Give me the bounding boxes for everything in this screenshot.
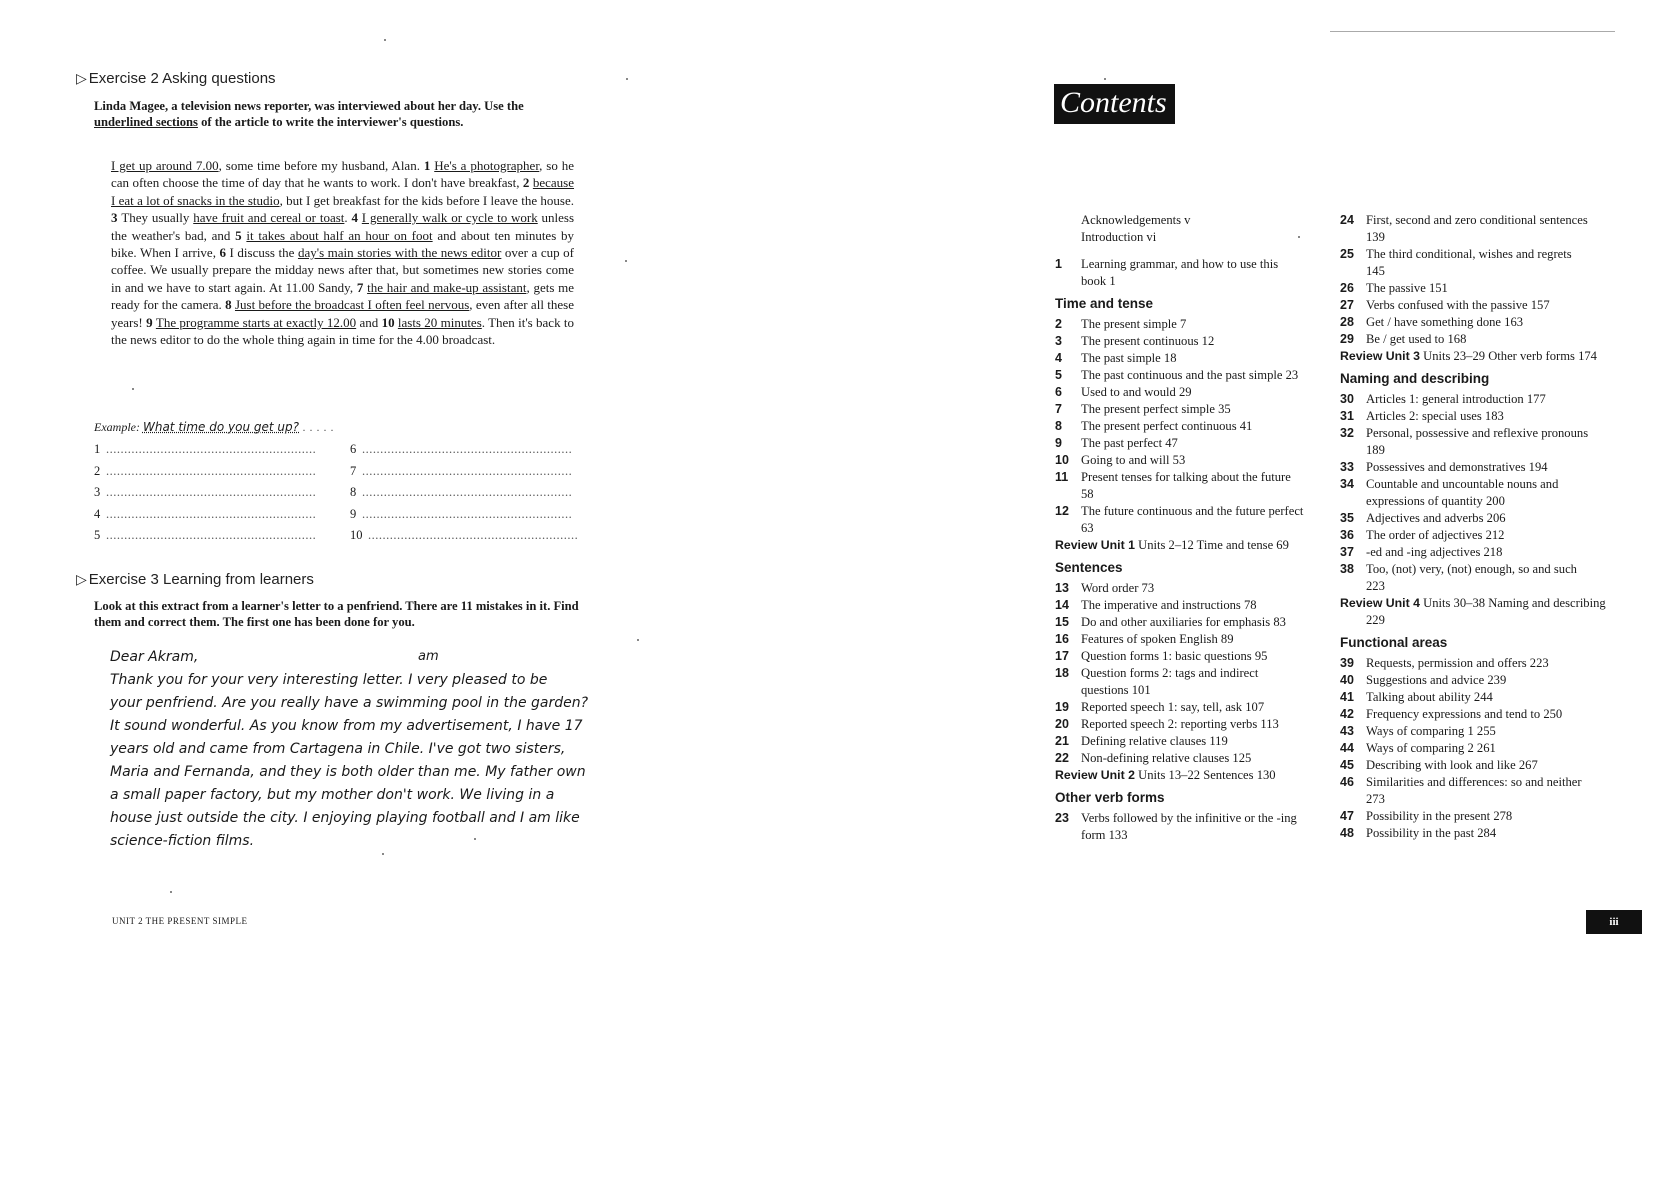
toc-unit-number: 26	[1340, 281, 1354, 295]
toc-unit-number: 32	[1340, 426, 1354, 440]
answer-line[interactable]	[350, 485, 572, 505]
toc-entry[interactable]	[1340, 280, 1590, 297]
toc-unit-title: The present continuous 12	[1081, 334, 1215, 348]
exercise-2-title: Exercise 2 Asking questions	[88, 70, 276, 87]
toc-entry[interactable]	[1055, 256, 1305, 290]
toc-unit-title: The passive 151	[1366, 281, 1448, 295]
toc-unit-number: 9	[1055, 436, 1062, 450]
answer-blank[interactable]: ..........................................................	[362, 485, 573, 499]
learner-letter	[110, 646, 600, 853]
toc-entry[interactable]	[1340, 527, 1590, 544]
toc-unit-title: Get / have something done 163	[1366, 315, 1524, 329]
answer-number: 2	[94, 463, 101, 478]
toc-unit-title: Articles 1: general introduction 177	[1366, 392, 1546, 406]
toc-review-entry[interactable]	[1055, 767, 1331, 784]
front-matter-item[interactable]: Acknowledgements v	[1081, 213, 1191, 227]
toc-unit-title: Verbs confused with the passive 157	[1366, 298, 1550, 312]
letter-line: your penfriend. Are you really have a swimming pool in the garden?	[110, 695, 589, 711]
question-number: 4	[351, 210, 362, 226]
answer-number: 5	[94, 528, 101, 542]
instruction-line-1: Linda Magee, a television news reporter, was interviewed about her day. Use the	[94, 99, 524, 113]
letter-line: Thank you for your very interesting letter. I very pleased to be	[110, 672, 548, 688]
toc-entry[interactable]	[1340, 246, 1590, 280]
toc-entry[interactable]	[1055, 333, 1305, 350]
instruction-underlined: underlined sections	[94, 115, 198, 129]
exercise-2-heading	[76, 70, 276, 87]
toc-unit-title: Countable and uncountable nouns and expressions of quantity 200	[1366, 477, 1559, 508]
letter-line: house just outside the city. I enjoying playing football and I am like	[110, 810, 580, 826]
answer-blank[interactable]: ..........................................................	[106, 442, 317, 456]
scan-speck	[170, 891, 172, 893]
example-line: Example: What time do you get up? . . . . .	[94, 420, 335, 434]
reading-passage	[111, 157, 574, 348]
scan-speck	[384, 39, 386, 41]
contents-title: Contents	[1054, 84, 1175, 124]
answer-number: 3	[94, 485, 101, 499]
toc-entry[interactable]	[1340, 544, 1590, 561]
toc-unit-number: 6	[1055, 385, 1062, 399]
toc-entry[interactable]	[1340, 561, 1590, 595]
toc-entry[interactable]	[1055, 665, 1305, 699]
underlined-section: The programme starts at exactly 12.00	[155, 314, 357, 330]
passage-text: and about ten minutes by bike. When I arrive,	[111, 227, 574, 261]
toc-unit-number: 33	[1340, 460, 1354, 474]
toc-review-entry[interactable]	[1340, 348, 1616, 365]
answer-line[interactable]	[350, 507, 572, 527]
underlined-section: lasts 20 minutes	[397, 314, 482, 330]
toc-entry[interactable]	[1055, 810, 1305, 844]
toc-unit-title: Word order 73	[1081, 581, 1155, 595]
toc-entry[interactable]	[1055, 716, 1305, 733]
toc-unit-number: 42	[1340, 707, 1354, 721]
toc-unit-title: Going to and will 53	[1081, 453, 1186, 467]
toc-unit-title: Frequency expressions and tend to 250	[1366, 707, 1563, 721]
toc-unit-number: 27	[1340, 298, 1354, 312]
toc-unit-number: 43	[1340, 724, 1354, 738]
toc-unit-number: 45	[1340, 758, 1354, 772]
answer-blank[interactable]: ..........................................................	[362, 442, 573, 456]
toc-unit-title: Do and other auxiliaries for emphasis 83	[1081, 615, 1286, 629]
underlined-section: day's main stories with the news editor	[297, 245, 502, 261]
toc-unit-number: 47	[1340, 809, 1354, 823]
review-text: Units 23–29 Other verb forms 174	[1419, 349, 1597, 363]
toc-unit-number: 35	[1340, 511, 1354, 525]
toc-unit-title: First, second and zero conditional sentences 139	[1366, 213, 1588, 244]
review-label: Review Unit 1	[1055, 538, 1135, 552]
letter-line: science-fiction films.	[110, 833, 255, 849]
scan-speck	[626, 78, 628, 80]
toc-unit-number: 18	[1055, 666, 1069, 680]
page-number: iii	[1586, 910, 1642, 934]
question-number: 5	[235, 227, 247, 243]
underlined-section: He's a photographer	[434, 158, 540, 173]
passage-text: I discuss the	[229, 245, 298, 261]
answer-number: 4	[94, 506, 101, 521]
toc-unit-number: 36	[1340, 528, 1354, 542]
toc-entry[interactable]	[1055, 316, 1305, 333]
toc-unit-title: Features of spoken English 89	[1081, 632, 1234, 646]
toc-entry[interactable]	[1055, 401, 1305, 418]
toc-entry[interactable]	[1340, 297, 1590, 314]
toc-unit-title: Non-defining relative clauses 125	[1081, 751, 1252, 765]
toc-unit-title: The order of adjectives 212	[1366, 528, 1505, 542]
answer-line[interactable]	[94, 507, 316, 527]
toc-unit-title: Adjectives and adverbs 206	[1366, 511, 1506, 525]
letter-line: a small paper factory, but my mother don't work. We living in a	[110, 787, 555, 803]
toc-unit-title: Possibility in the present 278	[1366, 809, 1513, 823]
toc-unit-title: The third conditional, wishes and regrets 145	[1366, 247, 1572, 278]
toc-entry[interactable]	[1055, 350, 1305, 367]
triangle-arrow-icon: ▷	[76, 70, 87, 86]
answer-blank[interactable]: ..........................................................	[368, 528, 579, 542]
passage-text: .	[344, 210, 352, 226]
review-text: Units 2–12 Time and tense 69	[1134, 538, 1289, 552]
scan-speck	[132, 388, 134, 390]
toc-unit-title: Similarities and differences: so and neither 273	[1366, 775, 1582, 806]
question-number: 2	[522, 175, 533, 191]
toc-unit-number: 11	[1055, 470, 1069, 484]
review-label: Review Unit 3	[1340, 349, 1420, 363]
underlined-section: I get up around 7.00	[111, 158, 219, 173]
toc-unit-number: 41	[1340, 690, 1354, 704]
toc-unit-number: 17	[1055, 649, 1069, 663]
review-text: Units 13–22 Sentences 130	[1134, 768, 1276, 782]
toc-entry[interactable]	[1055, 750, 1305, 767]
toc-unit-number: 20	[1055, 717, 1069, 731]
toc-unit-number: 1	[1055, 257, 1062, 271]
underlined-section: Just before the broadcast I often feel nervous	[234, 297, 470, 313]
toc-unit-number: 4	[1055, 351, 1062, 365]
toc-entry[interactable]	[1340, 425, 1590, 459]
answer-number: 9	[350, 506, 357, 521]
letter-line: Maria and Fernanda, and they is both older than me. My father own	[110, 764, 586, 780]
toc-entry[interactable]	[1340, 510, 1590, 527]
toc-unit-title: Reported speech 1: say, tell, ask 107	[1081, 700, 1265, 714]
toc-unit-number: 7	[1055, 402, 1062, 416]
toc-unit-number: 22	[1055, 751, 1069, 765]
passage-text: , so he can often choose the time of day that he wants to work. I don't have breakfast,	[111, 158, 574, 191]
exercise-3-title: Exercise 3 Learning from learners	[88, 571, 314, 588]
toc-unit-number: 46	[1340, 775, 1354, 789]
toc-section-heading: Functional areas	[1340, 635, 1448, 650]
example-label: Example:	[94, 420, 140, 434]
toc-unit-number: 10	[1055, 453, 1069, 467]
toc-unit-number: 8	[1055, 419, 1062, 433]
toc-entry[interactable]	[1055, 469, 1305, 503]
toc-unit-number: 23	[1055, 811, 1069, 825]
toc-unit-number: 29	[1340, 332, 1354, 346]
toc-unit-number: 19	[1055, 700, 1069, 714]
toc-entry[interactable]	[1340, 212, 1590, 246]
toc-unit-number: 30	[1340, 392, 1354, 406]
underlined-section: have fruit and cereal or toast	[193, 210, 345, 226]
toc-unit-title: Reported speech 2: reporting verbs 113	[1081, 717, 1279, 731]
question-number: 1	[423, 158, 435, 173]
toc-unit-number: 16	[1055, 632, 1069, 646]
answer-line[interactable]	[350, 464, 572, 484]
letter-greeting: Dear Akram,	[110, 649, 199, 665]
underlined-section: it takes about half an hour on foot	[246, 227, 433, 243]
toc-entry[interactable]	[1055, 733, 1305, 750]
correction-mark: am	[418, 649, 439, 664]
answer-blank[interactable]: ..........................................................	[362, 463, 573, 478]
passage-text: They usually	[121, 210, 194, 226]
triangle-arrow-icon: ▷	[76, 571, 87, 587]
scan-speck	[625, 260, 627, 262]
toc-entry[interactable]	[1055, 435, 1305, 452]
toc-unit-title: Talking about ability 244	[1366, 690, 1493, 704]
passage-text: , even after all these years!	[111, 297, 574, 330]
toc-unit-title: Ways of comparing 1 255	[1366, 724, 1496, 738]
toc-unit-number: 44	[1340, 741, 1354, 755]
scan-speck	[637, 639, 639, 641]
toc-unit-number: 28	[1340, 315, 1354, 329]
toc-unit-title: Requests, permission and offers 223	[1366, 656, 1549, 670]
toc-unit-title: Articles 2: special uses 183	[1366, 409, 1504, 423]
exercise-3-heading	[76, 571, 314, 588]
toc-unit-title: The present perfect continuous 41	[1081, 419, 1253, 433]
page-footer: UNIT 2 THE PRESENT SIMPLE	[112, 916, 248, 926]
answer-blank[interactable]: ..........................................................	[106, 463, 317, 478]
toc-entry[interactable]	[1340, 331, 1590, 348]
letter-line: years old and came from Cartagena in Chile. I've got two sisters,	[110, 741, 566, 757]
toc-entry[interactable]	[1340, 808, 1590, 825]
toc-entry[interactable]	[1340, 672, 1590, 689]
toc-section-heading: Sentences	[1055, 560, 1123, 575]
toc-section-heading: Other verb forms	[1055, 790, 1165, 805]
toc-unit-number: 14	[1055, 598, 1069, 612]
answer-line[interactable]	[350, 528, 578, 548]
letter-line: It sound wonderful. As you know from my advertisement, I have 17	[110, 718, 583, 734]
toc-entry[interactable]	[1340, 740, 1590, 757]
toc-unit-number: 39	[1340, 656, 1354, 670]
underlined-section: I generally walk or cycle to work	[361, 210, 538, 226]
toc-entry[interactable]	[1340, 774, 1590, 808]
question-number: 9	[146, 314, 156, 330]
toc-unit-number: 48	[1340, 826, 1354, 840]
answer-line[interactable]	[94, 464, 316, 484]
toc-entry[interactable]	[1340, 757, 1590, 774]
toc-entry[interactable]	[1340, 476, 1590, 510]
answer-line[interactable]	[350, 442, 572, 462]
passage-text: over a cup of coffee. We usually prepare the midday news after that, but sometimes new stories come in and we have to start again. At 11.00 Sandy,	[111, 245, 575, 295]
answer-number: 7	[350, 463, 357, 478]
toc-unit-number: 15	[1055, 615, 1069, 629]
toc-unit-title: Suggestions and advice 239	[1366, 673, 1507, 687]
toc-unit-title: The imperative and instructions 78	[1081, 598, 1257, 612]
toc-unit-number: 24	[1340, 213, 1354, 227]
exercise-2-instruction	[94, 98, 564, 130]
passage-text: unless the weather's bad, and	[111, 210, 575, 243]
toc-unit-title: Personal, possessive and reflexive pronouns 189	[1366, 426, 1589, 457]
toc-entry[interactable]	[1055, 631, 1305, 648]
question-number: 6	[219, 245, 230, 261]
review-label: Review Unit 4	[1340, 596, 1420, 610]
answer-number: 10	[350, 528, 363, 542]
toc-unit-number: 40	[1340, 673, 1354, 687]
toc-unit-number: 13	[1055, 581, 1069, 595]
toc-entry[interactable]	[1340, 459, 1590, 476]
answer-line[interactable]	[94, 485, 316, 505]
toc-unit-title: Possibility in the past 284	[1366, 826, 1497, 840]
toc-unit-title: Question forms 1: basic questions 95	[1081, 649, 1268, 663]
underlined-section: because I eat a lot of snacks in the studio	[111, 175, 575, 208]
passage-text: . Then it's back to the news editor to do the whole thing again in time for the 4.00 broadcast.	[111, 314, 574, 348]
toc-entry[interactable]	[1340, 706, 1590, 723]
toc-unit-title: The past simple 18	[1081, 351, 1177, 365]
toc-unit-title: The present perfect simple 35	[1081, 402, 1231, 416]
toc-unit-title: The future continuous and the future perfect 63	[1081, 504, 1304, 535]
toc-entry[interactable]	[1340, 723, 1590, 740]
underlined-section: the hair and make-up assistant	[367, 279, 527, 295]
toc-unit-title: Too, (not) very, (not) enough, so and such 223	[1366, 562, 1577, 593]
toc-unit-title: Be / get used to 168	[1366, 332, 1467, 346]
toc-unit-title: Verbs followed by the infinitive or the -ing form 133	[1081, 811, 1297, 842]
toc-unit-title: Possessives and demonstratives 194	[1366, 460, 1548, 474]
answer-blank[interactable]: ..........................................................	[106, 528, 317, 542]
toc-entry[interactable]	[1340, 314, 1590, 331]
toc-section-heading: Time and tense	[1055, 296, 1154, 311]
toc-unit-number: 38	[1340, 562, 1354, 576]
passage-text: , gets me ready for the camera.	[111, 279, 575, 313]
toc-unit-number: 25	[1340, 247, 1354, 261]
front-matter-item[interactable]: Introduction vi	[1081, 230, 1157, 244]
toc-entry[interactable]	[1340, 689, 1590, 706]
toc-unit-title: Describing with look and like 267	[1366, 758, 1538, 772]
review-text: Units 30–38 Naming and describing 229	[1366, 596, 1606, 627]
toc-entry[interactable]	[1340, 408, 1590, 425]
toc-unit-number: 37	[1340, 545, 1354, 559]
toc-unit-number: 3	[1055, 334, 1062, 348]
passage-text: and	[356, 314, 382, 330]
question-number: 3	[111, 210, 122, 226]
answer-line[interactable]	[94, 442, 316, 462]
passage-text: , but I get breakfast for the kids before I leave the house.	[279, 192, 574, 208]
toc-unit-number: 5	[1055, 368, 1062, 382]
toc-unit-number: 21	[1055, 734, 1069, 748]
toc-unit-title: Defining relative clauses 119	[1081, 734, 1228, 748]
answer-number: 6	[350, 442, 357, 456]
toc-unit-number: 31	[1340, 409, 1354, 423]
passage-text: , some time before my husband, Alan.	[218, 158, 424, 173]
toc-unit-title: The past perfect 47	[1081, 436, 1178, 450]
toc-entry[interactable]	[1055, 384, 1305, 401]
toc-unit-title: The past continuous and the past simple 23	[1081, 368, 1299, 382]
toc-section-heading: Naming and describing	[1340, 371, 1490, 386]
answer-blank[interactable]: ..........................................................	[362, 506, 573, 521]
answer-blank[interactable]: ..........................................................	[106, 485, 317, 499]
exercise-3-instruction: Look at this extract from a learner's letter to a penfriend. There are 11 mistakes in it. Find them and correct them. The first one has been done for you.	[94, 599, 579, 629]
toc-unit-title: Present tenses for talking about the future 58	[1081, 470, 1291, 501]
answer-number: 8	[350, 485, 357, 499]
answer-number: 1	[94, 442, 101, 456]
toc-entry[interactable]	[1340, 655, 1590, 672]
toc-unit-title: -ed and -ing adjectives 218	[1366, 545, 1503, 559]
toc-entry[interactable]	[1055, 503, 1305, 537]
scan-speck	[382, 853, 384, 855]
scan-speck	[1104, 78, 1106, 80]
toc-unit-title: Ways of comparing 2 261	[1366, 741, 1496, 755]
review-label: Review Unit 2	[1055, 768, 1135, 782]
toc-entry[interactable]	[1055, 452, 1305, 469]
toc-unit-number: 34	[1340, 477, 1354, 491]
toc-entry[interactable]	[1055, 418, 1305, 435]
toc-unit-number: 2	[1055, 317, 1062, 331]
answer-line[interactable]	[94, 528, 316, 548]
question-number: 7	[356, 279, 368, 295]
scan-speck	[1298, 236, 1300, 238]
toc-unit-number: 12	[1055, 504, 1069, 518]
toc-entry[interactable]	[1055, 648, 1305, 665]
toc-unit-title: The present simple 7	[1081, 317, 1187, 331]
answer-blank[interactable]: ..........................................................	[106, 506, 317, 521]
toc-entry[interactable]	[1340, 825, 1590, 842]
top-rule	[1330, 31, 1615, 32]
question-number: 10	[381, 314, 398, 330]
toc-unit-title: Question forms 2: tags and indirect questions 101	[1081, 666, 1259, 697]
toc-entry[interactable]	[1340, 391, 1590, 408]
toc-entry[interactable]	[1055, 367, 1305, 384]
toc-entry[interactable]	[1055, 699, 1305, 716]
question-number: 8	[225, 297, 235, 313]
toc-review-entry[interactable]	[1055, 537, 1331, 554]
toc-unit-title: Used to and would 29	[1081, 385, 1192, 399]
instruction-line-2: of the article to write the interviewer's questions.	[197, 115, 464, 129]
toc-entry[interactable]	[1055, 614, 1305, 631]
example-answer: What time do you get up?	[142, 420, 300, 434]
scan-speck	[474, 838, 476, 840]
toc-review-entry[interactable]	[1340, 595, 1616, 629]
toc-entry[interactable]	[1055, 597, 1305, 614]
toc-entry[interactable]	[1055, 580, 1305, 597]
toc-unit-title: Learning grammar, and how to use this book 1	[1081, 257, 1279, 288]
